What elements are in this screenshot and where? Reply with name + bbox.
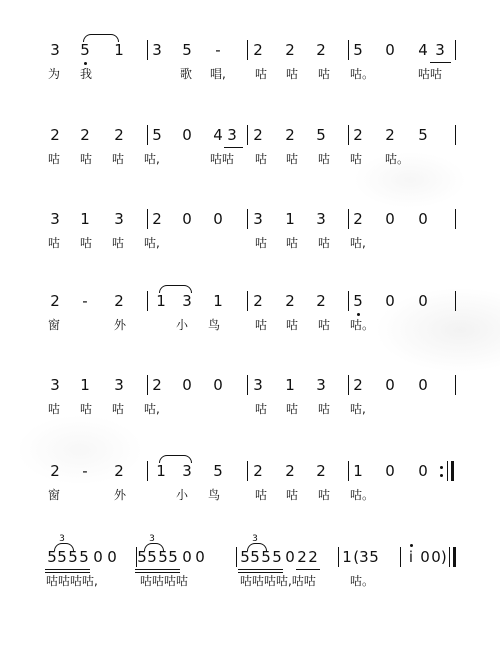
note: 3 xyxy=(114,210,124,228)
lyric-row xyxy=(0,317,500,335)
note: 3 xyxy=(50,376,60,394)
lyric: 外 xyxy=(114,488,127,502)
note: 0 xyxy=(385,462,395,480)
triplet-mark: 3 xyxy=(252,534,258,544)
triplet-mark: 3 xyxy=(59,534,65,544)
note: 2 xyxy=(353,376,363,394)
note: 2 xyxy=(353,126,363,144)
lyric: 咕, xyxy=(144,152,160,166)
note: 2 xyxy=(285,41,295,59)
note: 1 xyxy=(213,292,223,310)
note: 0 xyxy=(385,376,395,394)
note: 2 xyxy=(80,126,90,144)
note: 2 xyxy=(353,210,363,228)
note: 3 xyxy=(435,41,445,59)
note: 5 xyxy=(353,41,363,59)
bar-line xyxy=(400,547,401,567)
bar-line xyxy=(348,375,349,395)
note: 0 xyxy=(182,126,192,144)
tie-arc xyxy=(159,285,192,293)
note: 0 xyxy=(418,462,428,480)
bar-line xyxy=(455,125,456,145)
bar-line xyxy=(236,547,237,567)
lyric: 咕, xyxy=(350,236,366,250)
bar-line xyxy=(455,291,456,311)
lyric: 咕。 xyxy=(350,488,375,502)
lyric: 咕咕 xyxy=(418,67,443,81)
note: 2 xyxy=(253,126,263,144)
note: 2 xyxy=(253,292,263,310)
bar-line xyxy=(147,209,148,229)
note: 2 xyxy=(285,462,295,480)
note-row xyxy=(0,209,500,229)
lyric: 鸟 xyxy=(208,318,221,332)
repeat-dot xyxy=(440,466,443,469)
note: - xyxy=(82,292,88,310)
note: 0) xyxy=(431,548,447,566)
beam-underline xyxy=(135,569,180,570)
lyric-row xyxy=(0,235,500,253)
note: 0 xyxy=(182,376,192,394)
lyric: 咕, xyxy=(144,402,160,416)
tie-arc xyxy=(83,34,119,42)
note: 5 xyxy=(261,548,271,566)
note: 5 xyxy=(152,126,162,144)
note: 2 xyxy=(152,210,162,228)
lyric: 咕 xyxy=(255,67,268,81)
note: 5 xyxy=(250,548,260,566)
bar-line xyxy=(338,547,339,567)
bar-line xyxy=(147,375,148,395)
lyric-row xyxy=(0,66,500,84)
note: 5 xyxy=(272,548,282,566)
lyric: 咕 xyxy=(286,152,299,166)
note-row xyxy=(0,534,500,567)
bar-line xyxy=(348,40,349,60)
note: 4 xyxy=(418,41,428,59)
note: i xyxy=(408,548,414,566)
note: 1 xyxy=(80,376,90,394)
tie-arc xyxy=(159,455,192,463)
lyric: 咕 xyxy=(318,402,331,416)
lyric: 咕 xyxy=(318,318,331,332)
note: 0 xyxy=(420,548,430,566)
lyric: 咕 xyxy=(112,152,125,166)
note: 2 xyxy=(114,126,124,144)
lyric: 为 xyxy=(48,67,61,81)
note: 3 xyxy=(50,210,60,228)
lyric: 小 xyxy=(176,318,189,332)
lyric: 咕 xyxy=(48,402,61,416)
repeat-end-barline xyxy=(451,461,454,481)
tie-arc xyxy=(247,543,267,551)
tie-arc xyxy=(54,543,74,551)
note: 1 xyxy=(114,41,124,59)
bar-line xyxy=(247,375,248,395)
note: 0 xyxy=(182,210,192,228)
lyric: 咕 xyxy=(350,152,363,166)
lyric-row xyxy=(0,573,500,591)
high-octave-dot xyxy=(410,544,413,547)
bar-line xyxy=(348,461,349,481)
note: 3 xyxy=(253,376,263,394)
note: 5 xyxy=(57,548,67,566)
note: 5 xyxy=(80,41,90,59)
note: 0 xyxy=(418,292,428,310)
note: 2 xyxy=(114,292,124,310)
lyric: 咕 xyxy=(255,488,268,502)
lyric: 咕 xyxy=(286,402,299,416)
lyric-row xyxy=(0,487,500,505)
lyric: 咕 xyxy=(48,236,61,250)
note: 3 xyxy=(316,210,326,228)
lyric-row xyxy=(0,151,500,169)
lyric: 外 xyxy=(114,318,127,332)
bar-line xyxy=(348,125,349,145)
note: 0 xyxy=(385,210,395,228)
lyric: 咕 xyxy=(112,236,125,250)
lyric: 咕 xyxy=(80,236,93,250)
bar-line xyxy=(147,461,148,481)
bar-line xyxy=(348,209,349,229)
lyric: 鸟 xyxy=(208,488,221,502)
note: 2 xyxy=(316,41,326,59)
note: 5 xyxy=(369,548,379,566)
lyric: 咕 xyxy=(255,152,268,166)
note: 3 xyxy=(114,376,124,394)
note: 2 xyxy=(385,126,395,144)
note: 2 xyxy=(285,126,295,144)
lyric: 咕, xyxy=(144,236,160,250)
bar-line xyxy=(136,547,137,567)
lyric: 咕咕咕咕, xyxy=(46,574,98,588)
low-octave-dot xyxy=(357,313,360,316)
lyric: 咕。 xyxy=(385,152,410,166)
note: 5 xyxy=(79,548,89,566)
note: 1 xyxy=(353,462,363,480)
note: 2 xyxy=(152,376,162,394)
note: 5 xyxy=(47,548,57,566)
lyric: 咕 xyxy=(286,67,299,81)
note: 0 xyxy=(418,210,428,228)
lyric-row xyxy=(0,401,500,419)
bar-line xyxy=(147,40,148,60)
note: 5 xyxy=(168,548,178,566)
lyric: 咕咕咕咕 xyxy=(140,574,189,588)
note: 5 xyxy=(353,292,363,310)
lyric: 咕。 xyxy=(350,318,375,332)
note: 3 xyxy=(182,292,192,310)
note: 3 xyxy=(50,41,60,59)
note: 5 xyxy=(240,548,250,566)
note-row xyxy=(0,461,500,481)
note: 5 xyxy=(147,548,157,566)
low-octave-dot xyxy=(84,62,87,65)
lyric: 咕 xyxy=(318,488,331,502)
note-row xyxy=(0,291,500,311)
note: 0 xyxy=(285,548,295,566)
note: 2 xyxy=(50,292,60,310)
lyric: 咕 xyxy=(80,152,93,166)
note-row xyxy=(0,375,500,395)
note: 3 xyxy=(152,41,162,59)
bar-line xyxy=(147,291,148,311)
tie-arc xyxy=(144,543,164,551)
lyric: 咕 xyxy=(286,318,299,332)
triplet-mark: 3 xyxy=(149,534,155,544)
note: 0 xyxy=(385,292,395,310)
repeat-dot xyxy=(440,474,443,477)
lyric: 我 xyxy=(80,67,93,81)
note: 3 xyxy=(227,126,237,144)
lyric: 咕咕 xyxy=(210,152,235,166)
note: - xyxy=(82,462,88,480)
note: 2 xyxy=(114,462,124,480)
note: 0 xyxy=(182,548,192,566)
lyric: 咕 xyxy=(255,318,268,332)
lyric: 咕 xyxy=(48,152,61,166)
bar-line xyxy=(247,209,248,229)
note: 0 xyxy=(385,41,395,59)
lyric: 歌 xyxy=(180,67,193,81)
lyric: 窗 xyxy=(48,488,61,502)
lyric: 咕。 xyxy=(350,67,375,81)
note: 0 xyxy=(213,210,223,228)
note: 5 xyxy=(68,548,78,566)
note: 1 xyxy=(80,210,90,228)
beam-underline xyxy=(45,569,90,570)
beam-underline xyxy=(430,62,451,63)
lyric: 窗 xyxy=(48,318,61,332)
lyric: 咕。 xyxy=(350,574,375,588)
beam-underline xyxy=(238,569,283,570)
note: 2 xyxy=(308,548,318,566)
note: 5 xyxy=(418,126,428,144)
note: 5 xyxy=(158,548,168,566)
lyric: 咕 xyxy=(286,236,299,250)
note: 1 xyxy=(156,462,166,480)
beam-underline xyxy=(296,569,320,570)
lyric: 咕 xyxy=(255,402,268,416)
bar-line xyxy=(348,291,349,311)
note: 2 xyxy=(50,462,60,480)
note: 3 xyxy=(253,210,263,228)
bar-line xyxy=(147,125,148,145)
note: 2 xyxy=(253,462,263,480)
note: 0 xyxy=(213,376,223,394)
note: 1 xyxy=(285,210,295,228)
note: 5 xyxy=(137,548,147,566)
note: 2 xyxy=(297,548,307,566)
bar-line xyxy=(455,375,456,395)
repeat-end-barline xyxy=(447,461,448,481)
lyric: 咕 xyxy=(80,402,93,416)
note: 2 xyxy=(316,292,326,310)
lyric: 咕 xyxy=(255,236,268,250)
lyric: 咕 xyxy=(318,152,331,166)
note: 1 xyxy=(156,292,166,310)
note: 0 xyxy=(93,548,103,566)
note-row xyxy=(0,125,500,145)
lyric: 小 xyxy=(176,488,189,502)
bar-line xyxy=(455,40,456,60)
note: (3 xyxy=(353,548,369,566)
note: 2 xyxy=(253,41,263,59)
note: 0 xyxy=(195,548,205,566)
note: 0 xyxy=(107,548,117,566)
bar-line xyxy=(455,209,456,229)
lyric: 咕 xyxy=(318,67,331,81)
lyric: 咕 xyxy=(286,488,299,502)
note: 5 xyxy=(213,462,223,480)
note-row xyxy=(0,40,500,60)
bar-line xyxy=(247,125,248,145)
bar-line xyxy=(247,291,248,311)
note: 2 xyxy=(50,126,60,144)
bar-line xyxy=(247,40,248,60)
note: 4 xyxy=(213,126,223,144)
note: 2 xyxy=(316,462,326,480)
final-barline xyxy=(453,547,456,567)
bar-line xyxy=(247,461,248,481)
lyric: 咕 xyxy=(112,402,125,416)
note: 5 xyxy=(316,126,326,144)
lyric: 咕 xyxy=(318,236,331,250)
note: 0 xyxy=(418,376,428,394)
lyric: 咕, xyxy=(350,402,366,416)
note: 3 xyxy=(182,462,192,480)
beam-underline xyxy=(224,147,243,148)
note: 5 xyxy=(182,41,192,59)
lyric: 咕咕咕咕,咕咕 xyxy=(240,574,316,588)
note: 1 xyxy=(285,376,295,394)
note: 2 xyxy=(285,292,295,310)
bar-line xyxy=(449,547,450,567)
note: 1 xyxy=(342,548,352,566)
note: 3 xyxy=(316,376,326,394)
lyric: 唱, xyxy=(210,67,226,81)
note: - xyxy=(215,41,221,59)
